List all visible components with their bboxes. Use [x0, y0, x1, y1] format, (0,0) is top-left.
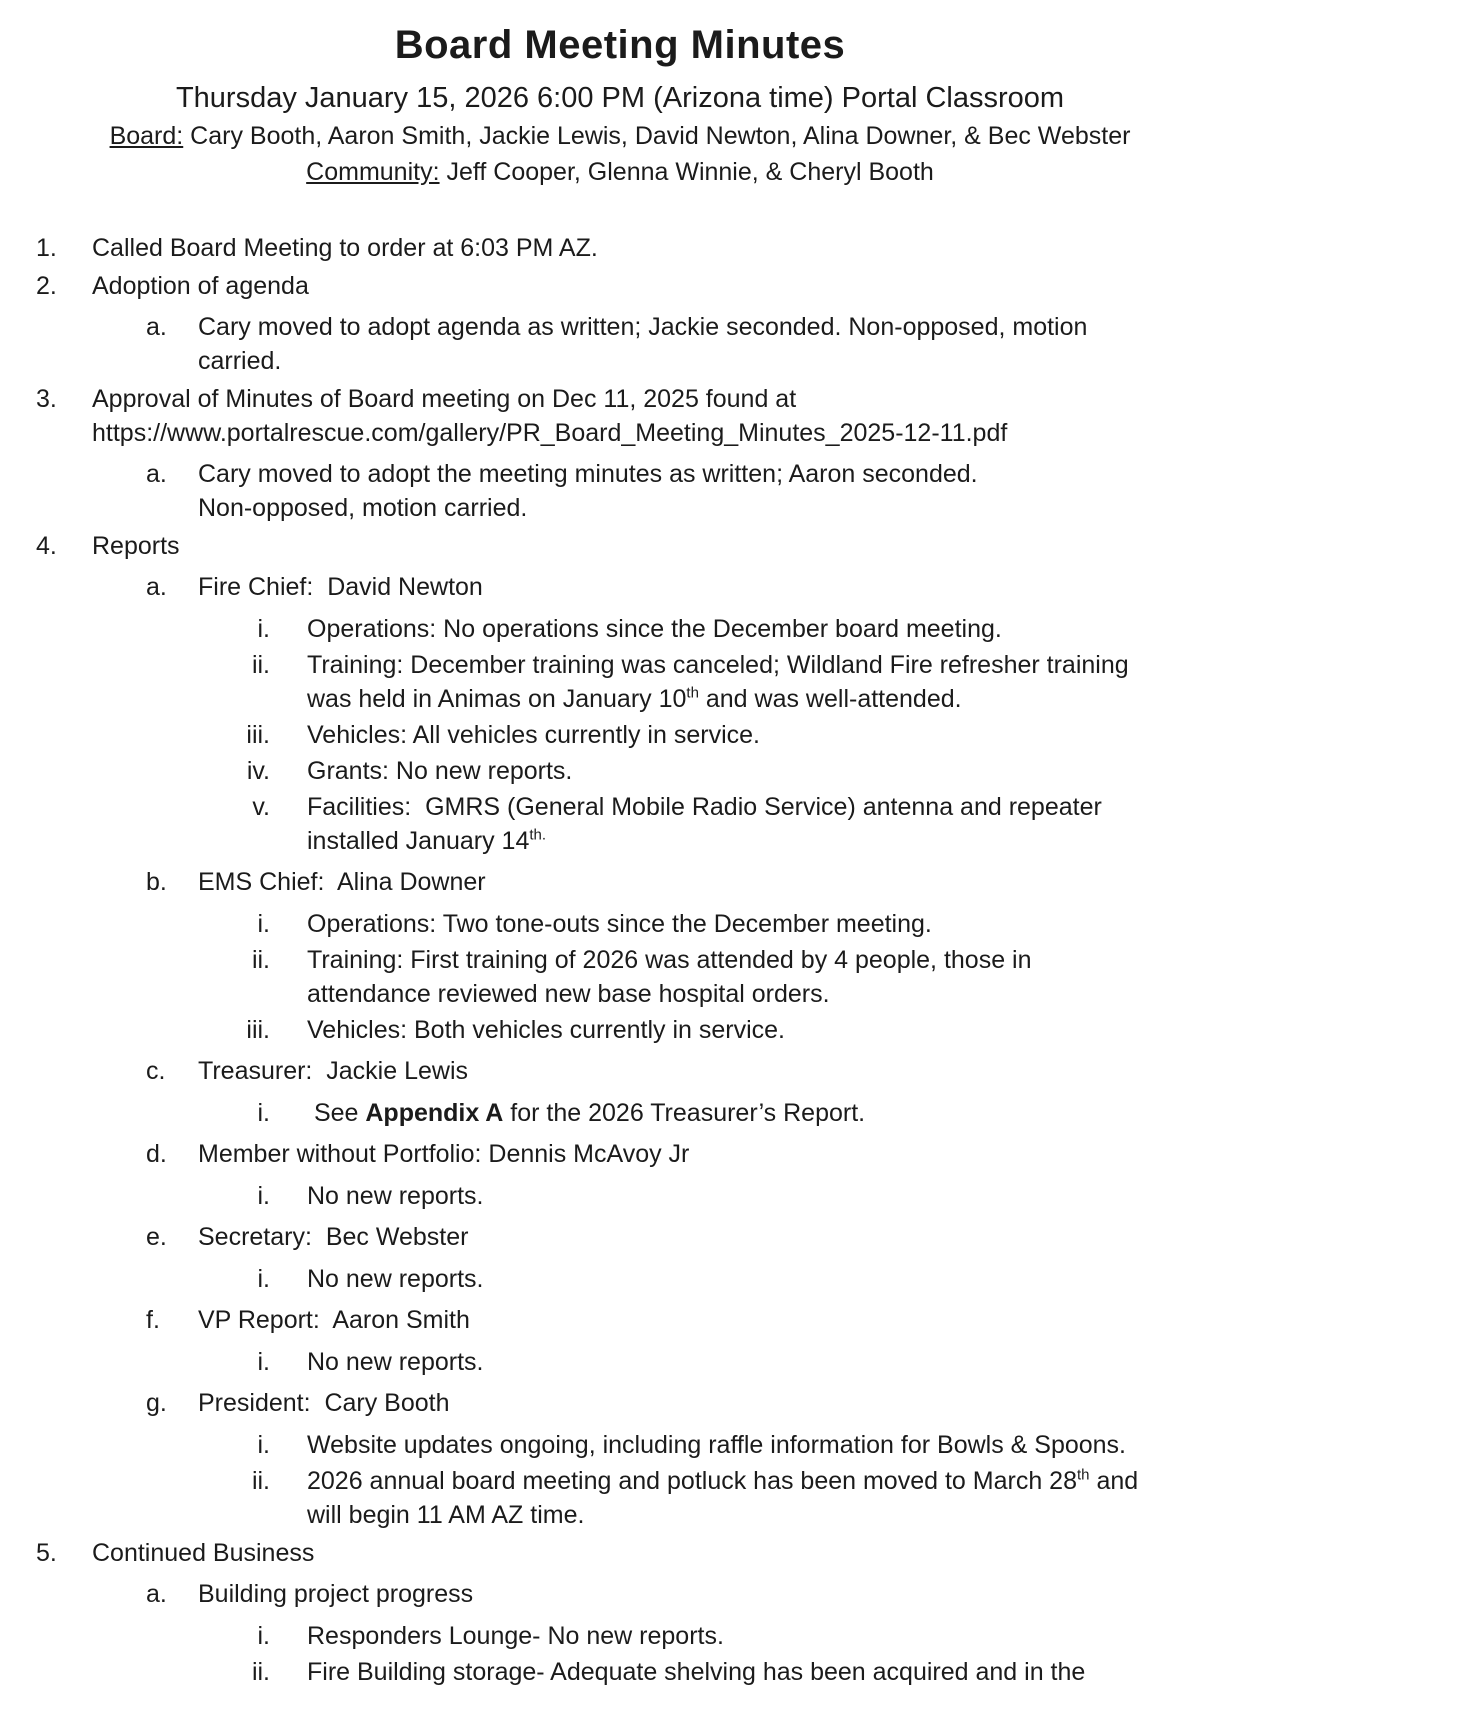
- list-marker: iv.: [246, 757, 270, 785]
- list-item: [0, 1577, 1466, 1611]
- list-item: [0, 457, 1466, 525]
- list-marker: d.: [146, 1140, 167, 1168]
- list-item: [0, 1536, 1466, 1570]
- list-item-text: Responders Lounge- No new reports.: [307, 1622, 724, 1650]
- list-marker: b.: [146, 868, 167, 896]
- list-item: [0, 790, 1466, 858]
- list-item: [0, 1054, 1466, 1088]
- list-item-text: Training: December training was canceled; Wildland Fire refresher training was held in Animas on January 10th and was well-attended.: [307, 651, 1129, 713]
- list-item: [0, 612, 1466, 646]
- list-item: [0, 865, 1466, 899]
- list-marker: i.: [257, 910, 270, 938]
- list-item: [0, 1655, 1466, 1689]
- list-marker: a.: [146, 460, 167, 488]
- meeting-datetime-location: Thursday January 15, 2026 6:00 PM (Arizona time) Portal Classroom: [175, 82, 1065, 114]
- list-item-text: Approval of Minutes of Board meeting on Dec 11, 2025 found at https://www.portalrescue.com/gallery/PR_Board_Meeting_Minutes_2025-12-11.pdf: [92, 385, 1008, 447]
- list-marker: ii.: [251, 1658, 270, 1686]
- list-marker: ii.: [251, 651, 270, 679]
- list-item: [0, 382, 1466, 450]
- board-attendees-line: [0, 121, 1240, 151]
- list-item: [0, 1137, 1466, 1171]
- list-marker: ii.: [251, 1467, 270, 1495]
- list-marker: i.: [257, 1099, 270, 1127]
- list-item-text: VP Report: Aaron Smith: [198, 1306, 470, 1334]
- list-item-text: President: Cary Booth: [198, 1389, 450, 1417]
- list-item-text: No new reports.: [307, 1265, 484, 1293]
- list-marker: ii.: [251, 946, 270, 974]
- list-marker: 1.: [36, 234, 57, 262]
- board-names: Cary Booth, Aaron Smith, Jackie Lewis, David Newton, Alina Downer, & Bec Webster: [183, 122, 1131, 150]
- list-item-text: Facilities: GMRS (General Mobile Radio Service) antenna and repeater installed January $14^{th.}$: [307, 793, 1102, 855]
- list-item-text: Reports: [92, 532, 180, 560]
- list-item: [0, 310, 1466, 378]
- list-marker: i.: [257, 615, 270, 643]
- list-marker: f.: [146, 1306, 160, 1334]
- list-item: [0, 1262, 1466, 1296]
- list-item-text: Grants: No new reports.: [307, 757, 573, 785]
- list-item-text: Operations: Two tone-outs since the December meeting.: [307, 910, 932, 938]
- list-marker: a.: [146, 573, 167, 601]
- list-item: [0, 648, 1466, 716]
- list-item: [0, 570, 1466, 604]
- list-item: [0, 1428, 1466, 1462]
- list-marker: g.: [146, 1389, 167, 1417]
- list-item-text: Fire Building storage- Adequate shelving has been acquired and in the: [307, 1658, 1086, 1686]
- list-marker: i.: [257, 1622, 270, 1650]
- list-marker: i.: [257, 1265, 270, 1293]
- list-item: [0, 1179, 1466, 1213]
- list-marker: iii.: [246, 721, 270, 749]
- list-item: [0, 1464, 1466, 1532]
- list-marker: 5.: [36, 1539, 57, 1567]
- list-item-text: Vehicles: Both vehicles currently in service.: [307, 1016, 785, 1044]
- community-attendees-line: [0, 157, 1240, 187]
- list-marker: iii.: [246, 1016, 270, 1044]
- list-item-text: Vehicles: All vehicles currently in service.: [307, 721, 760, 749]
- list-item: [0, 1013, 1466, 1047]
- list-item: [0, 269, 1466, 303]
- minutes-outline: [0, 231, 1466, 1689]
- list-item-text: EMS Chief: Alina Downer: [198, 868, 486, 896]
- list-item: [0, 1096, 1466, 1130]
- list-item-text: No new reports.: [307, 1182, 484, 1210]
- list-marker: c.: [146, 1057, 166, 1085]
- community-label: Community:: [306, 158, 440, 186]
- list-item: [0, 1386, 1466, 1420]
- list-item-text: Called Board Meeting to order at 6:03 PM AZ.: [92, 234, 598, 262]
- list-marker: i.: [257, 1431, 270, 1459]
- list-item-text: See Appendix A for the 2026 Treasurer’s Report.: [307, 1099, 866, 1127]
- list-item: [0, 1303, 1466, 1337]
- page-title: Board Meeting Minutes: [394, 23, 846, 67]
- list-item: [0, 231, 1466, 265]
- community-names: Jeff Cooper, Glenna Winnie, & Cheryl Booth: [439, 158, 934, 186]
- list-item: [0, 1619, 1466, 1653]
- list-marker: i.: [257, 1182, 270, 1210]
- list-item-text: Secretary: Bec Webster: [198, 1223, 469, 1251]
- list-item-text: Building project progress: [198, 1580, 474, 1608]
- list-item: [0, 754, 1466, 788]
- list-item-text: Fire Chief: David Newton: [198, 573, 483, 601]
- list-item-text: Website updates ongoing, including raffle information for Bowls & Spoons.: [307, 1431, 1127, 1459]
- list-item: [0, 1345, 1466, 1379]
- list-item-text: Treasurer: Jackie Lewis: [198, 1057, 468, 1085]
- list-marker: a.: [146, 1580, 167, 1608]
- list-item-text: 2026 annual board meeting and potluck has been moved to March 28th and will begin 11 AM AZ time.: [307, 1466, 1139, 1529]
- list-marker: 2.: [36, 272, 57, 300]
- list-item-text: Operations: No operations since the December board meeting.: [307, 615, 1002, 643]
- list-marker: i.: [257, 1348, 270, 1376]
- list-marker: a.: [146, 313, 167, 341]
- list-marker: v.: [252, 793, 270, 821]
- list-item-text: Cary moved to adopt the meeting minutes as written; Aaron seconded. Non-opposed, motion carried.: [198, 460, 978, 522]
- list-marker: 3.: [36, 385, 57, 413]
- list-marker: e.: [146, 1223, 167, 1251]
- list-item-text: No new reports.: [307, 1348, 484, 1376]
- list-item: [0, 943, 1466, 1011]
- list-item: [0, 1220, 1466, 1254]
- list-item-text: Member without Portfolio: Dennis McAvoy Jr: [198, 1140, 690, 1168]
- list-item-text: Cary moved to adopt agenda as written; Jackie seconded. Non-opposed, motion carried.: [198, 313, 1088, 375]
- list-item: [0, 529, 1466, 563]
- list-marker: 4.: [36, 532, 57, 560]
- list-item: [0, 907, 1466, 941]
- document-header: [0, 22, 1240, 187]
- list-item: [0, 718, 1466, 752]
- list-item-text: Adoption of agenda: [92, 272, 309, 300]
- list-item-text: Training: First training of 2026 was attended by 4 people, those in attendance reviewed new base hospital orders.: [307, 946, 1032, 1008]
- board-label: Board:: [109, 122, 184, 150]
- list-item-text: Continued Business: [92, 1539, 315, 1567]
